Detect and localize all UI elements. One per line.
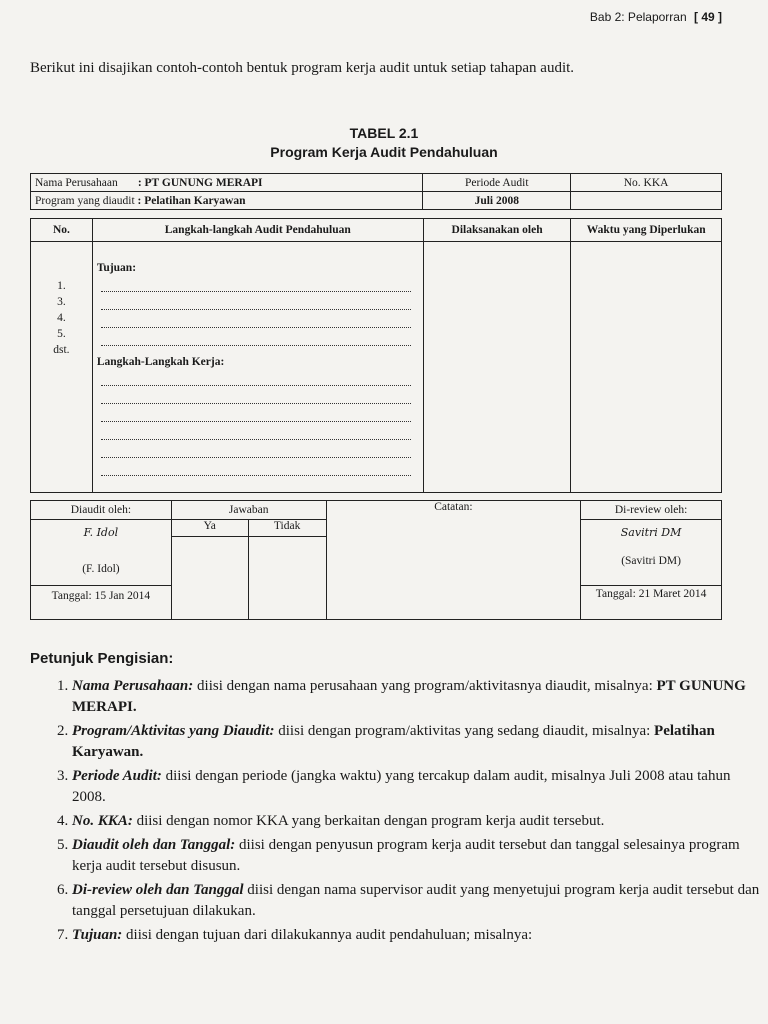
auditor-signature: F. Idol bbox=[83, 526, 119, 539]
program-value: : Pelatihan Karyawan bbox=[137, 194, 246, 207]
blank-line bbox=[101, 328, 411, 346]
period-value: Juli 2008 bbox=[423, 192, 571, 210]
langkah-label: Langkah-Langkah Kerja: bbox=[96, 356, 225, 368]
instructions-list bbox=[30, 676, 764, 949]
tujuan-label: Tujuan: bbox=[96, 262, 137, 274]
table-title: Program Kerja Audit Pendahuluan bbox=[270, 144, 498, 160]
review-table bbox=[30, 500, 722, 620]
audit-steps-table bbox=[30, 218, 722, 493]
instruction-item: 2. Program/Aktivitas yang Diaudit: diisi dengan program/aktivitas yang sedang diaudit, misalnya: Pelatihan Karyawan. bbox=[72, 721, 764, 763]
running-head bbox=[590, 10, 722, 24]
company-cell bbox=[31, 174, 423, 192]
blank-line bbox=[101, 404, 411, 422]
intro-paragraph: Berikut ini disajikan contoh-contoh bentuk program kerja audit untuk setiap tahapan audit. bbox=[30, 60, 575, 76]
instruction-item: 6. Di-review oleh dan Tanggal diisi dengan nama supervisor audit yang menyetujui program kerja audit tersebut dan tanggal persetujuan dilakukan. bbox=[72, 880, 764, 922]
audited-by-label: Diaudit oleh: bbox=[31, 501, 172, 520]
blank-line bbox=[101, 422, 411, 440]
instruction-item: 5. Diaudit oleh dan Tanggal: diisi dengan penyusun program kerja audit tersebut dan tanggal selesainya program kerja audit tersebut disusun. bbox=[72, 835, 764, 877]
blank-line bbox=[101, 386, 411, 404]
blank-line bbox=[101, 368, 411, 386]
no-cell bbox=[248, 520, 326, 620]
period-label: Periode Audit bbox=[423, 174, 571, 192]
table-number: TABEL 2.1 bbox=[349, 125, 419, 141]
auditor-name: (F. Idol) bbox=[82, 563, 120, 575]
kka-label: No. KKA bbox=[571, 174, 722, 192]
company-label: Nama Perusahaan bbox=[35, 176, 118, 189]
col-time-needed: Waktu yang Diperlukan bbox=[571, 219, 722, 242]
steps-cell bbox=[92, 242, 423, 493]
col-steps: Langkah-langkah Audit Pendahuluan bbox=[92, 219, 423, 242]
blank-line bbox=[101, 292, 411, 310]
kka-value bbox=[571, 192, 722, 210]
row-number: 4. bbox=[57, 312, 66, 324]
reviewer-name: (Savitri DM) bbox=[621, 555, 681, 567]
instruction-item: 4. No. KKA: diisi dengan nomor KKA yang berkaitan dengan program kerja audit tersebut. bbox=[72, 811, 764, 832]
row-number: 5. bbox=[57, 328, 66, 340]
col-performed-by: Dilaksanakan oleh bbox=[423, 219, 571, 242]
instruction-item: 3. Periode Audit: diisi dengan periode (jangka waktu) yang tercakup dalam audit, misalnya Juli 2008 atau tahun 2008. bbox=[72, 766, 764, 808]
blank-line bbox=[101, 310, 411, 328]
reviewed-by-label: Di-review oleh: bbox=[581, 501, 722, 520]
header-table bbox=[30, 173, 722, 210]
no-label: Tidak bbox=[249, 520, 326, 537]
company-value: : PT GUNUNG MERAPI bbox=[137, 176, 263, 189]
notes-label: Catatan: bbox=[326, 501, 581, 620]
yes-cell bbox=[171, 520, 248, 620]
reviewer-date: Tanggal: 21 Maret 2014 bbox=[581, 586, 722, 620]
time-needed-cell bbox=[571, 242, 722, 493]
auditor-cell bbox=[31, 520, 172, 586]
blank-line bbox=[101, 440, 411, 458]
auditor-date: Tanggal: 15 Jan 2014 bbox=[31, 586, 172, 620]
row-number: 1. bbox=[57, 280, 66, 292]
numbers-cell bbox=[31, 242, 93, 493]
blank-line bbox=[101, 458, 411, 476]
reviewer-signature: Savitri DM bbox=[620, 526, 682, 539]
reviewer-cell bbox=[581, 520, 722, 586]
program-cell bbox=[31, 192, 423, 210]
col-no: No. bbox=[31, 219, 93, 242]
blank-line bbox=[101, 274, 411, 292]
instructions-title: Petunjuk Pengisian: bbox=[30, 650, 174, 667]
yes-label: Ya bbox=[172, 520, 248, 537]
chapter-label: Bab 2: Pelaporran bbox=[589, 10, 687, 24]
performed-by-cell bbox=[423, 242, 571, 493]
page-number: [ 49 ] bbox=[693, 10, 722, 24]
row-number: 3. bbox=[57, 296, 66, 308]
instruction-item: 7. Tujuan: diisi dengan tujuan dari dilakukannya audit pendahuluan; misalnya: bbox=[72, 925, 764, 946]
program-label: Program yang diaudit bbox=[35, 194, 135, 207]
row-number: dst. bbox=[53, 344, 70, 356]
instruction-item: 1. Nama Perusahaan: diisi dengan nama perusahaan yang program/aktivitasnya diaudit, misalnya: PT GUNUNG MERAPI. bbox=[72, 676, 764, 718]
answer-label: Jawaban bbox=[171, 501, 326, 520]
